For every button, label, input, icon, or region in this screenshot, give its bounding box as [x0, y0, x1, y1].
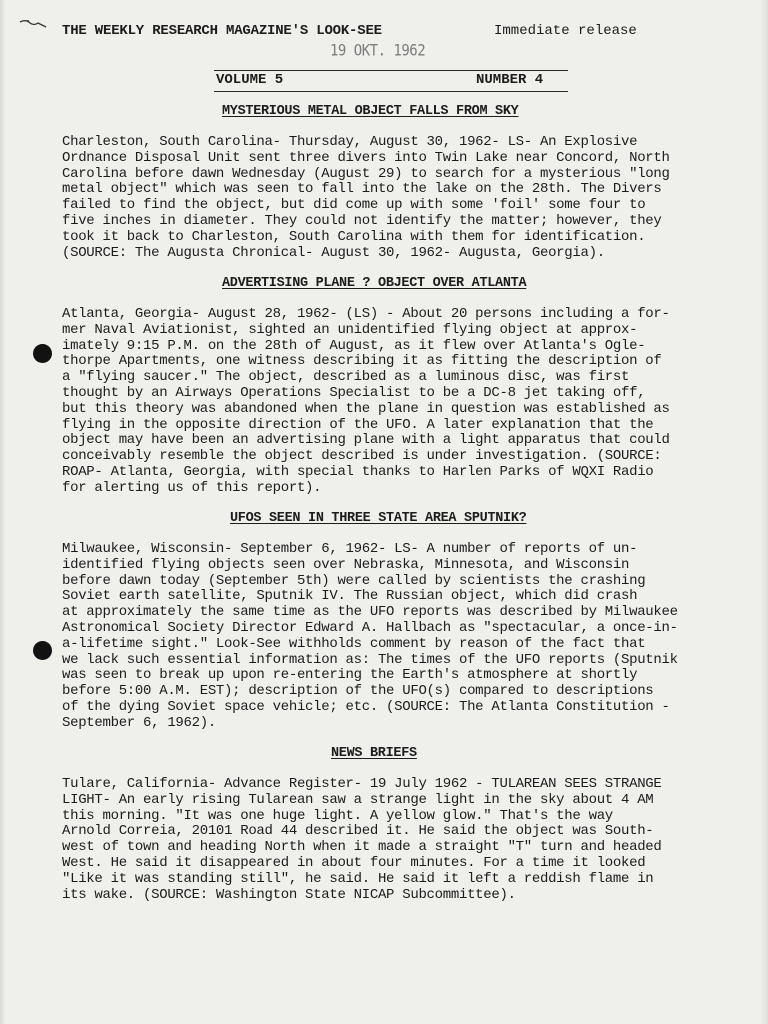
text-line: Soviet earth satellite, Sputnik IV. The Russian object, which did crash	[62, 588, 638, 605]
text-line: this morning. "It was one huge light. A yellow glow." That's the way	[62, 807, 613, 824]
text-line: object may have been an advertising plane with a light apparatus that could	[62, 432, 670, 449]
text-line: for alerting us of this report).	[62, 479, 322, 496]
text-line: but this theory was abandoned when the plane in question was established as	[62, 400, 670, 417]
article-body	[62, 542, 752, 732]
text-line: before 5:00 A.M. EST); description of the UFO(s) compared to descriptions	[62, 683, 654, 700]
article-heading: ADVERTISING PLANE ? OBJECT OVER ATLANTA	[222, 276, 527, 291]
text-line: a "flying saucer." The object, described as a luminous disc, was first	[62, 369, 630, 386]
number-label: NUMBER 4	[476, 72, 544, 88]
article-heading: UFOS SEEN IN THREE STATE AREA SPUTNIK?	[230, 511, 527, 526]
article-body	[62, 135, 752, 261]
text-line: metal object" which was seen to fall into the lake on the 28th. The Divers	[62, 181, 662, 198]
text-line: Carolina before dawn Wednesday (August 29) to search for a mysterious "long	[62, 165, 670, 182]
article-body	[62, 777, 752, 903]
corner-pen-mark	[18, 16, 52, 30]
date-stamp: 19 OKT. 1962	[330, 41, 426, 61]
release-note: Immediate release	[494, 23, 637, 39]
volume-number-bar	[214, 70, 568, 92]
text-line: west of town and heading North when it made a straight "T" turn and headed	[62, 839, 662, 856]
text-line: of the dying Soviet space vehicle; etc. (SOURCE: The Atlanta Constitution -	[62, 698, 670, 715]
punch-hole	[33, 641, 52, 660]
article-heading: NEWS BRIEFS	[331, 746, 417, 761]
text-line: took it back to Charleston, South Carolina with them for identification.	[62, 228, 646, 245]
text-line: at approximately the same time as the UFO reports was described by Milwaukee	[62, 604, 678, 621]
text-line: before dawn today (September 5th) were called by scientists the crashing	[62, 572, 646, 589]
text-line: (SOURCE: The Augusta Chronical- August 30, 1962- Augusta, Georgia).	[62, 244, 605, 261]
text-line: Arnold Correia, 20101 Road 44 described it. He said the object was South-	[62, 823, 654, 840]
text-line: five inches in diameter. They could not identify the matter; however, they	[62, 212, 662, 229]
text-line: imately 9:15 P.M. on the 28th of August, as it flew over Atlanta's Ogle-	[62, 337, 646, 354]
text-line: Atlanta, Georgia- August 28, 1962- (LS) - About 20 persons including a for-	[62, 306, 670, 322]
text-line: Astronomical Society Director Edward A. Hallbach as "spectacular, a once-in-	[62, 619, 678, 636]
text-line: Charleston, South Carolina- Thursday, August 30, 1962- LS- An Explosive	[62, 134, 638, 150]
text-line: a-lifetime sight." Look-See withholds comment by reason of the fact that	[62, 635, 646, 652]
magazine-title: THE WEEKLY RESEARCH MAGAZINE'S LOOK-SEE	[62, 23, 382, 39]
text-line: LIGHT- An early rising Tularean saw a strange light in the sky about 4 AM	[62, 791, 654, 808]
text-line: September 6, 1962).	[62, 714, 216, 731]
text-line: West. He said it disappeared in about four minutes. For a time it looked	[62, 854, 646, 871]
text-line: ROAP- Atlanta, Georgia, with special thanks to Harlen Parks of WQXI Radio	[62, 463, 654, 480]
page-edge-right	[760, 0, 768, 1024]
text-line: Tulare, California- Advance Register- 19 July 1962 - TULAREAN SEES STRANGE	[62, 776, 662, 792]
text-line: we lack such essential information as: The times of the UFO reports (Sputnik	[62, 651, 678, 668]
punch-hole	[33, 344, 52, 363]
text-line: flying in the opposite direction of the UFO. A later explanation that the	[62, 416, 654, 433]
text-line: its wake. (SOURCE: Washington State NICAP Subcommittee).	[62, 886, 516, 903]
text-line: identified flying objects seen over Nebraska, Minnesota, and Wisconsin	[62, 556, 630, 573]
text-line: Milwaukee, Wisconsin- September 6, 1962- LS- A number of reports of un-	[62, 541, 638, 557]
page-edge-left	[0, 0, 6, 1024]
text-line: mer Naval Aviationist, sighted an unidentified flying object at approx-	[62, 321, 638, 338]
text-line: thought by an Airways Operations Specialist to be a DC-8 jet taking off,	[62, 384, 646, 401]
text-line: failed to find the object, but did come up with some 'foil' some four to	[62, 197, 646, 214]
text-line: "Like it was standing still", he said. He said it left a reddish flame in	[62, 870, 654, 887]
volume-label: VOLUME 5	[216, 72, 284, 88]
text-line: Ordnance Disposal Unit sent three divers into Twin Lake near Concord, North	[62, 149, 670, 166]
text-line: thorpe Apartments, one witness describing it as fitting the description of	[62, 353, 662, 370]
article-heading: MYSTERIOUS METAL OBJECT FALLS FROM SKY	[222, 104, 519, 119]
article-body	[62, 307, 752, 497]
text-line: was seen to break up upon re-entering the Earth's atmosphere at shortly	[62, 667, 638, 684]
text-line: conceivably resemble the object described is under investigation. (SOURCE:	[62, 448, 662, 465]
